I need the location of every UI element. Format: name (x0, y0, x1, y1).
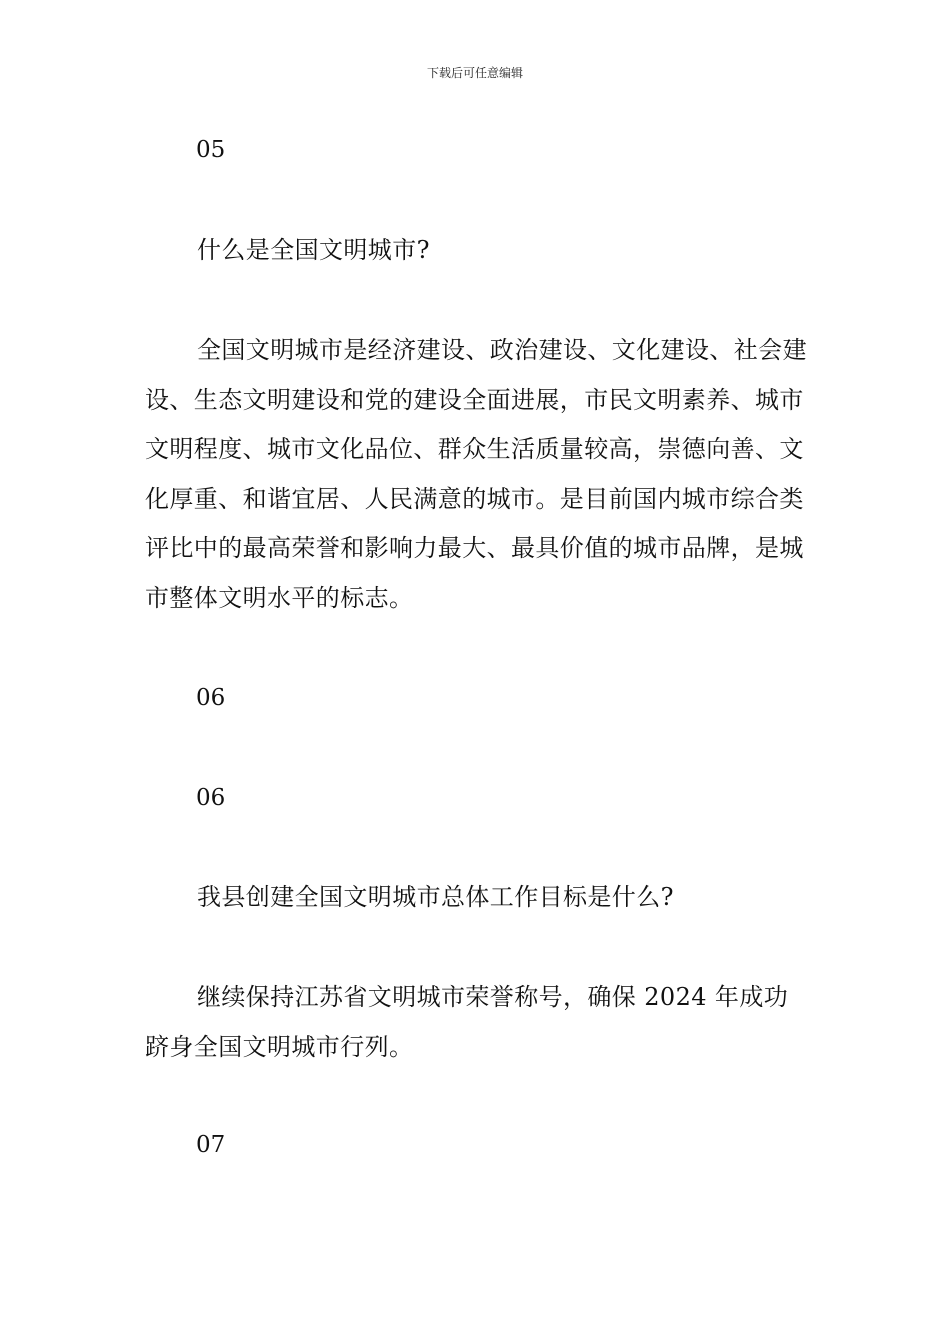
answer-paragraph-06: 继续保持江苏省文明城市荣誉称号，确保 2024 年成功跻身全国文明城市行列。 (145, 983, 789, 1061)
section-number-07: 07 (196, 1132, 226, 1158)
section-number-06: 06 (196, 685, 226, 711)
section-number-05: 05 (196, 137, 226, 163)
answer-paragraph-05: 全国文明城市是经济建设、政治建设、文化建设、社会建设、生态文明建设和党的建设全面进展，市民文明素养、城市文明程度、城市文化品位、群众生活质量较高，崇德向善、文化厚重、和谐宜居、人民满意的城市。是目前国内城市综合类评比中的最高荣誉和影响力最大、最具价值的城市品牌，是城市整体文明水平的标志。 (145, 336, 807, 612)
question-heading-06: 我县创建全国文明城市总体工作目标是什么? (197, 883, 674, 911)
question-heading-05: 什么是全国文明城市? (197, 236, 430, 264)
page-header-note: 下载后可任意编辑 (426, 66, 523, 80)
section-number-06-repeat: 06 (196, 785, 226, 811)
